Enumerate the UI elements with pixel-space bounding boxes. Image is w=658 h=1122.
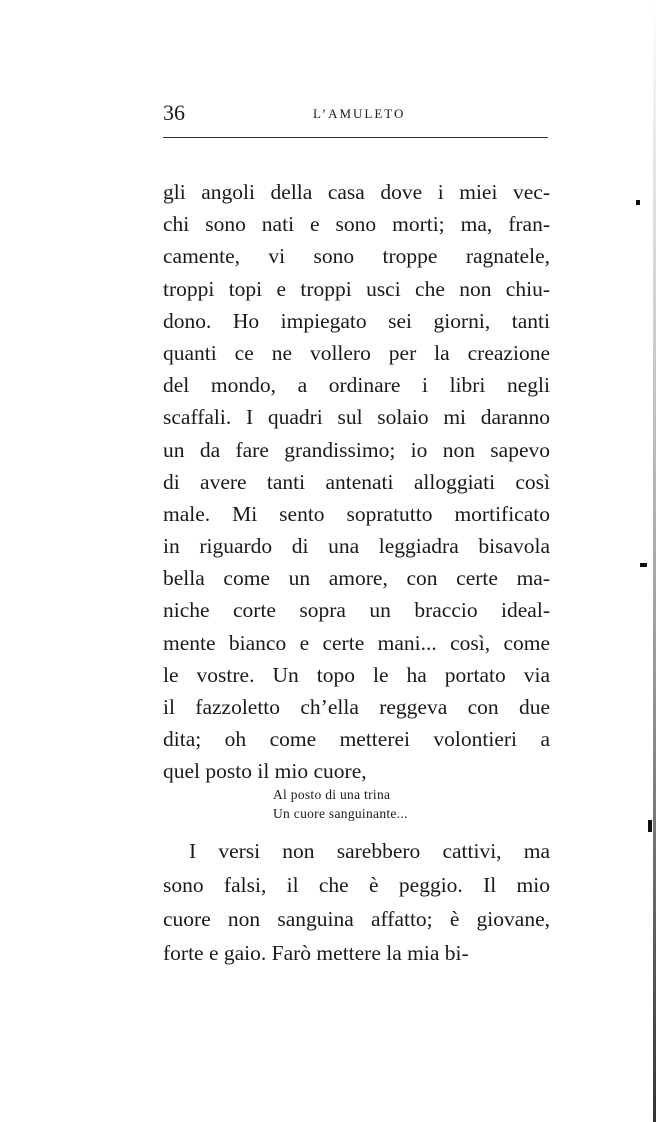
text-line: le vostre. Un topo le ha portato via xyxy=(163,662,550,687)
paragraph-1 xyxy=(163,176,550,788)
text-line: dono. Ho impiegato sei giorni, tanti xyxy=(163,308,550,333)
page-header xyxy=(163,100,551,126)
text-line: un da fare grandissimo; io non sapevo xyxy=(163,437,550,462)
text-line: del mondo, a ordinare i libri negli xyxy=(163,373,550,398)
page-edge-shadow xyxy=(653,0,656,1122)
text-line: troppi topi e troppi usci che non chiu- xyxy=(163,276,550,301)
paragraph-2 xyxy=(163,834,550,970)
text-line: chi sono nati e sono morti; ma, fran- xyxy=(163,212,550,237)
text-line: quanti ce ne vollero per la creazione xyxy=(163,340,550,365)
text-line: camente, vi sono troppe ragnatele, xyxy=(163,244,550,269)
print-speck xyxy=(648,820,652,832)
text-line: forte e gaio. Farò mettere la mia bi- xyxy=(163,941,469,965)
page-number: 36 xyxy=(163,100,185,125)
text-line: in riguardo di una leggiadra bisavola xyxy=(163,534,550,559)
text-line: il fazzoletto ch’ella reggeva con due xyxy=(163,695,550,719)
print-speck xyxy=(640,563,647,567)
text-line: bella come un amore, con certe ma- xyxy=(163,566,550,591)
text-line: scaffali. I quadri sul solaio mi daranno xyxy=(163,405,550,430)
header-rule xyxy=(163,137,548,138)
text-line: niche corte sopra un braccio ideal- xyxy=(163,598,550,623)
text-line: gli angoli della casa dove i miei vec- xyxy=(163,180,550,204)
verse-line: Un cuore sanguinante... xyxy=(273,806,408,821)
text-line: cuore non sanguina affatto; è giovane, xyxy=(163,907,550,931)
text-line: di avere tanti antenati alloggiati così xyxy=(163,469,550,494)
print-speck xyxy=(636,200,640,205)
text-line: dita; oh come metterei volontieri a xyxy=(163,727,550,752)
text-line: male. Mi sento sopratutto mortificato xyxy=(163,501,550,526)
text-line: I versi non sarebbero cattivi, ma xyxy=(189,839,550,863)
verse-line: Al posto di una trina xyxy=(273,787,391,802)
verse-quote xyxy=(273,785,513,823)
text-line: mente bianco e certe mani... così, come xyxy=(163,630,550,655)
text-line: quel posto il mio cuore, xyxy=(163,759,367,784)
text-line: sono falsi, il che è peggio. Il mio xyxy=(163,873,550,897)
running-title: L’AMULETO xyxy=(313,106,406,121)
